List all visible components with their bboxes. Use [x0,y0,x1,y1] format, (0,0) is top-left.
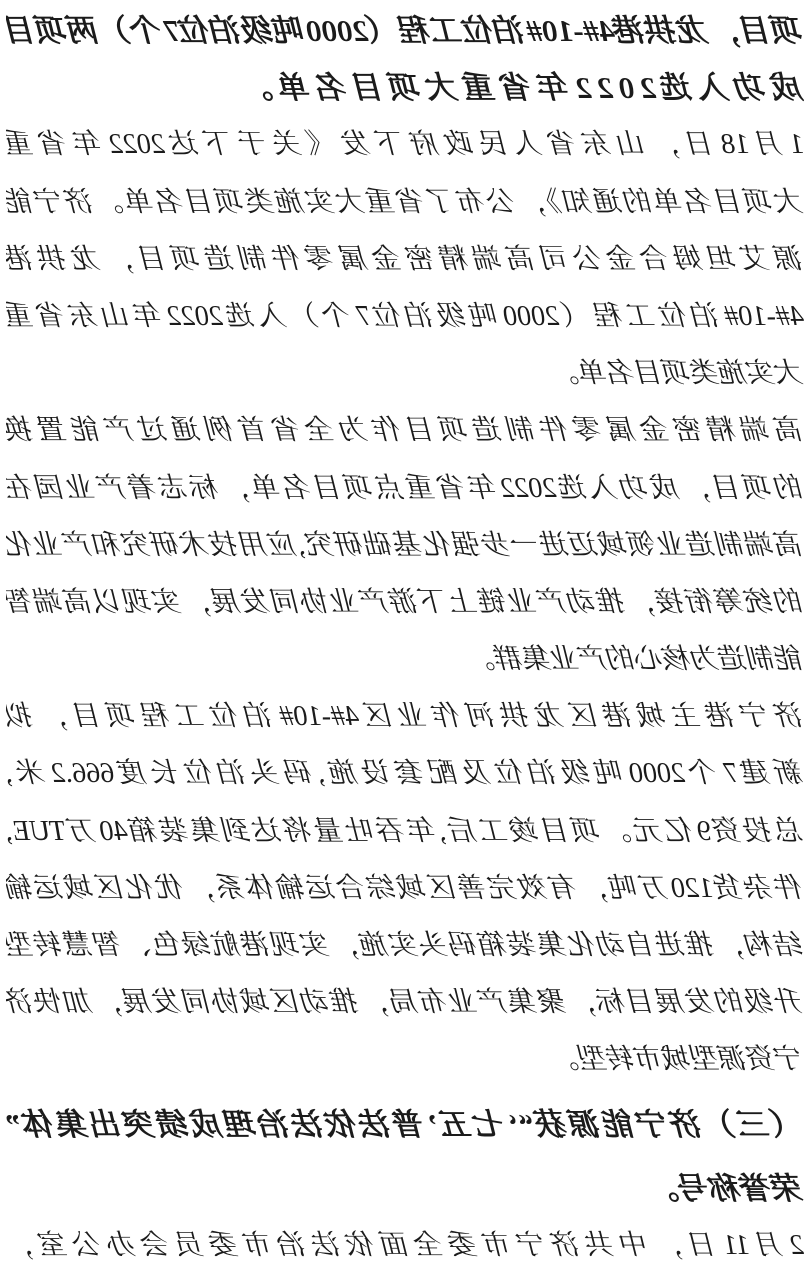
paragraph-line: 大实施类项目名单。 [551,358,804,390]
paragraph-line: 的项目，成功入选2022年省重点项目名单，标志着产业园在 [6,472,804,504]
paragraph-line: 结构，推进自动化集装箱码头实施，实现港航绿色、智慧转型 [6,930,804,961]
paragraph-line: 大项目名单的通知》，公布了省重大实施类项目名单。济宁能 [6,186,804,218]
section-heading-line-1: （三）济宁能源获“‘七五’普法依法治理成绩突出集体” [6,1106,804,1142]
paragraph-line: 能制造为核心的产业集群。 [467,644,804,676]
paragraph-line: 的统筹衔接，推动产业链上下游产业协同发展，实现以高端智 [6,586,804,618]
paragraph-line: 新建7个2000吨级泊位及配套设施,码头泊位长度666.2米, [6,758,804,790]
paragraph-line: 源艾坦姆合金公司高端精密金属零件制造项目，龙拱港 [6,243,804,275]
title-line-1: 项目，龙拱港4#-10#泊位工程（2000吨级泊位7个）两项目 [6,13,804,48]
paragraph-line: 济宁港主城港区龙拱河作业区4#-10#泊位工程项目，拟 [6,701,804,733]
paragraph-line: 总投资9亿元。项目竣工后,年吞吐量将达到集装箱40万TUE, [6,815,804,847]
paragraph-line: 高端精密金属零件制造项目作为全省首例通过产能置换 [6,415,804,447]
paragraph-line: 1月18日，山东省人民政府下发《关于下达2022年省重 [6,129,804,161]
paragraph-line: 升级的发展目标，聚集产业布局，推动区域协同发展，加快济 [6,987,804,1019]
paragraph-line: 2月11日，中共济宁市委全面依法治市委员会办公室， [6,1229,804,1261]
title-line-2: 成功入选2022年省重大项目名单。 [237,70,804,106]
paragraph-line: 高端制造业领域迈进一步强化基础研究,应用技术研究和产业化 [6,529,804,561]
paragraph-line: 4#-10#泊位工程（2000吨级泊位7个）入选2022年山东省重 [6,300,804,332]
paragraph-line: 件杂货120万吨，有效完善区域综合运输体系，优化区域运输 [6,872,804,904]
section-heading-line-2: 荣誉称号。 [649,1170,804,1206]
paragraph-line: 宁资源型城市转型。 [551,1044,804,1076]
